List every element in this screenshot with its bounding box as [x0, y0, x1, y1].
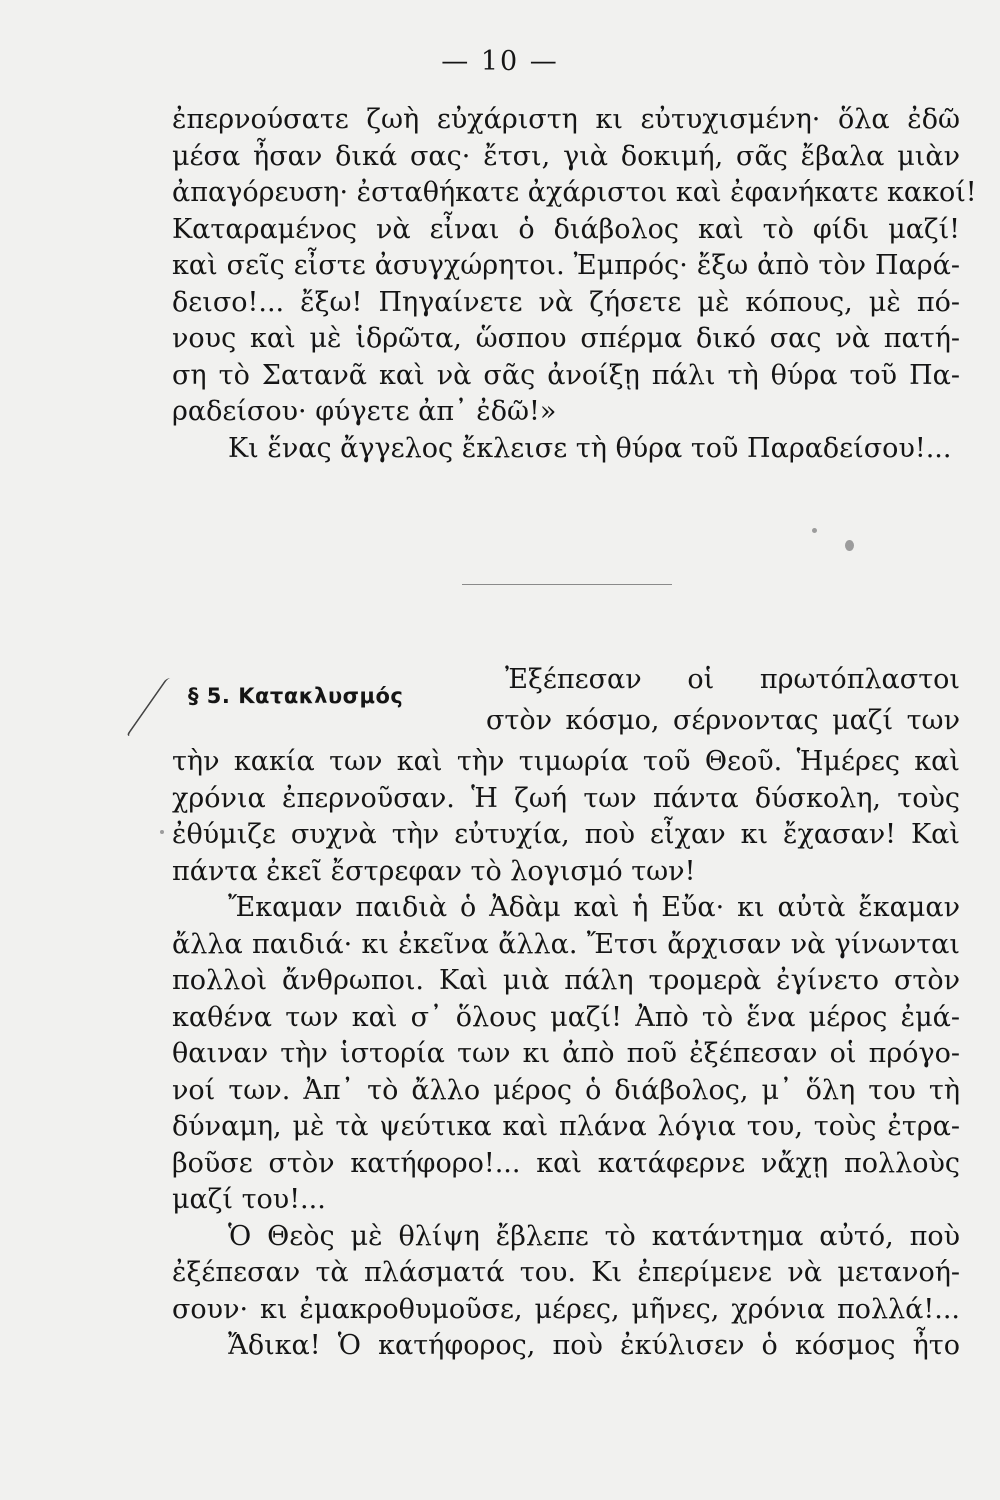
text-line: νους καὶ μὲ ἱδρῶτα, ὥσπου σπέρμα δικό σας νὰ πατή-	[172, 323, 960, 354]
text-line: μέσα ἦσαν δικά σας· ἔτσι, γιὰ δοκιμή, σᾶς ἔβαλα μιὰν	[172, 140, 960, 172]
text-line: Κι ἕνας ἄγγελος ἔκλεισε τὴ θύρα τοῦ Παραδείσου!...	[228, 432, 952, 464]
text-line: σουν· κι ἐμακροθυμοῦσε, μέρες, μῆνες, χρόνια πολλά!...	[172, 1293, 960, 1325]
paper-speck	[845, 540, 854, 551]
text-line: ἄλλα παιδιά· κι ἐκεῖνα ἄλλα. Ἔτσι ἄρχισαν νὰ γίνωνται	[172, 928, 960, 960]
text-line: δύναμη, μὲ τὰ ψεύτικα καὶ πλάνα λόγια του, τοὺς ἐτρα-	[172, 1111, 960, 1142]
text-line: πάντα ἐκεῖ ἔστρεφαν τὸ λογισμό των!	[172, 855, 696, 887]
paragraph-block-1	[172, 102, 977, 467]
text-line: μαζί του!...	[172, 1184, 326, 1215]
text-line: θαιναν τὴν ἱστορία των κι ἀπὸ ποῦ ἐξέπεσαν οἱ πρόγο-	[172, 1038, 960, 1069]
paper-speck	[812, 528, 817, 533]
section-lead-line: στὸν κόσμο, σέρνοντας μαζί των	[486, 705, 960, 736]
text-line: καθένα των καὶ σ᾽ ὅλους μαζί! Ἀπὸ τὸ ἕνα μέρος ἐμά-	[172, 1001, 960, 1033]
text-line: Καταραμένος νὰ εἶναι ὁ διάβολος καὶ τὸ φίδι μαζί!	[172, 213, 960, 245]
text-line: Ἔκαμαν παιδιὰ ὁ Ἀδὰμ καὶ ἡ Εὔα· κι αὐτὰ ἔκαμαν	[228, 892, 960, 923]
text-line: ἀπαγόρευση· ἐσταθήκατε ἀχάριστοι καὶ ἐφανήκατε κακοί!	[172, 177, 977, 208]
text-line: βοῦσε στὸν κατήφορο!... καὶ κατάφερνε νἄχῃ πολλοὺς	[172, 1147, 960, 1179]
text-line: πολλοὶ ἄνθρωποι. Καὶ μιὰ πάλη τρομερὰ ἐγίνετο στὸν	[172, 965, 960, 996]
section-divider	[462, 584, 672, 585]
page-number: — 10 —	[441, 46, 559, 77]
paper-speck	[160, 830, 164, 834]
text-line: δεισο!... ἔξω! Πηγαίνετε νὰ ζήσετε μὲ κόπους, μὲ πό-	[172, 286, 960, 318]
text-line: Ἄδικα! Ὁ κατήφορος, ποὺ ἐκύλισεν ὁ κόσμος ἦτο	[228, 1330, 960, 1361]
text-line: καὶ σεῖς εἶστε ἀσυγχώρητοι. Ἐμπρός· ἔξω ἀπὸ τὸν Παρά-	[172, 250, 960, 281]
text-line: Ὁ Θεὸς μὲ θλίψη ἔβλεπε τὸ κατάντημα αὐτό, ποὺ	[228, 1220, 960, 1252]
text-line: ἐξέπεσαν τὰ πλάσματά του. Κι ἐπερίμενε νὰ μετανοή-	[172, 1257, 960, 1288]
text-line: τὴν κακία των καὶ τὴν τιμωρία τοῦ Θεοῦ. Ἡμέρες καὶ	[172, 746, 960, 777]
section-heading: § 5. Κατακλυσμός	[188, 684, 404, 708]
section-lead-line: Ἐξέπεσαν οἱ πρωτόπλαστοι	[505, 664, 960, 695]
text-line: ση τὸ Σατανᾶ καὶ νὰ σᾶς ἀνοίξῃ πάλι τὴ θύρα τοῦ Πα-	[172, 359, 960, 391]
text-line: νοί των. Ἀπ᾽ τὸ ἄλλο μέρος ὁ διάβολος, μ᾽ ὅλη του τὴ	[172, 1074, 960, 1106]
paragraph-block-2	[172, 744, 960, 1365]
text-line: ραδείσου· φύγετε ἀπ᾽ ἐδῶ!»	[172, 396, 557, 427]
margin-bracket-mark	[126, 678, 193, 736]
text-line: ἐπερνούσατε ζωὴ εὐχάριστη κι εὐτυχισμένη· ὅλα ἐδῶ	[172, 104, 960, 135]
text-line: χρόνια ἐπερνοῦσαν. Ἡ ζωή των πάντα δύσκολη, τοὺς	[172, 782, 960, 814]
text-line: ἐθύμιζε συχνὰ τὴν εὐτυχία, ποὺ εἶχαν κι ἔχασαν! Καὶ	[172, 819, 960, 850]
